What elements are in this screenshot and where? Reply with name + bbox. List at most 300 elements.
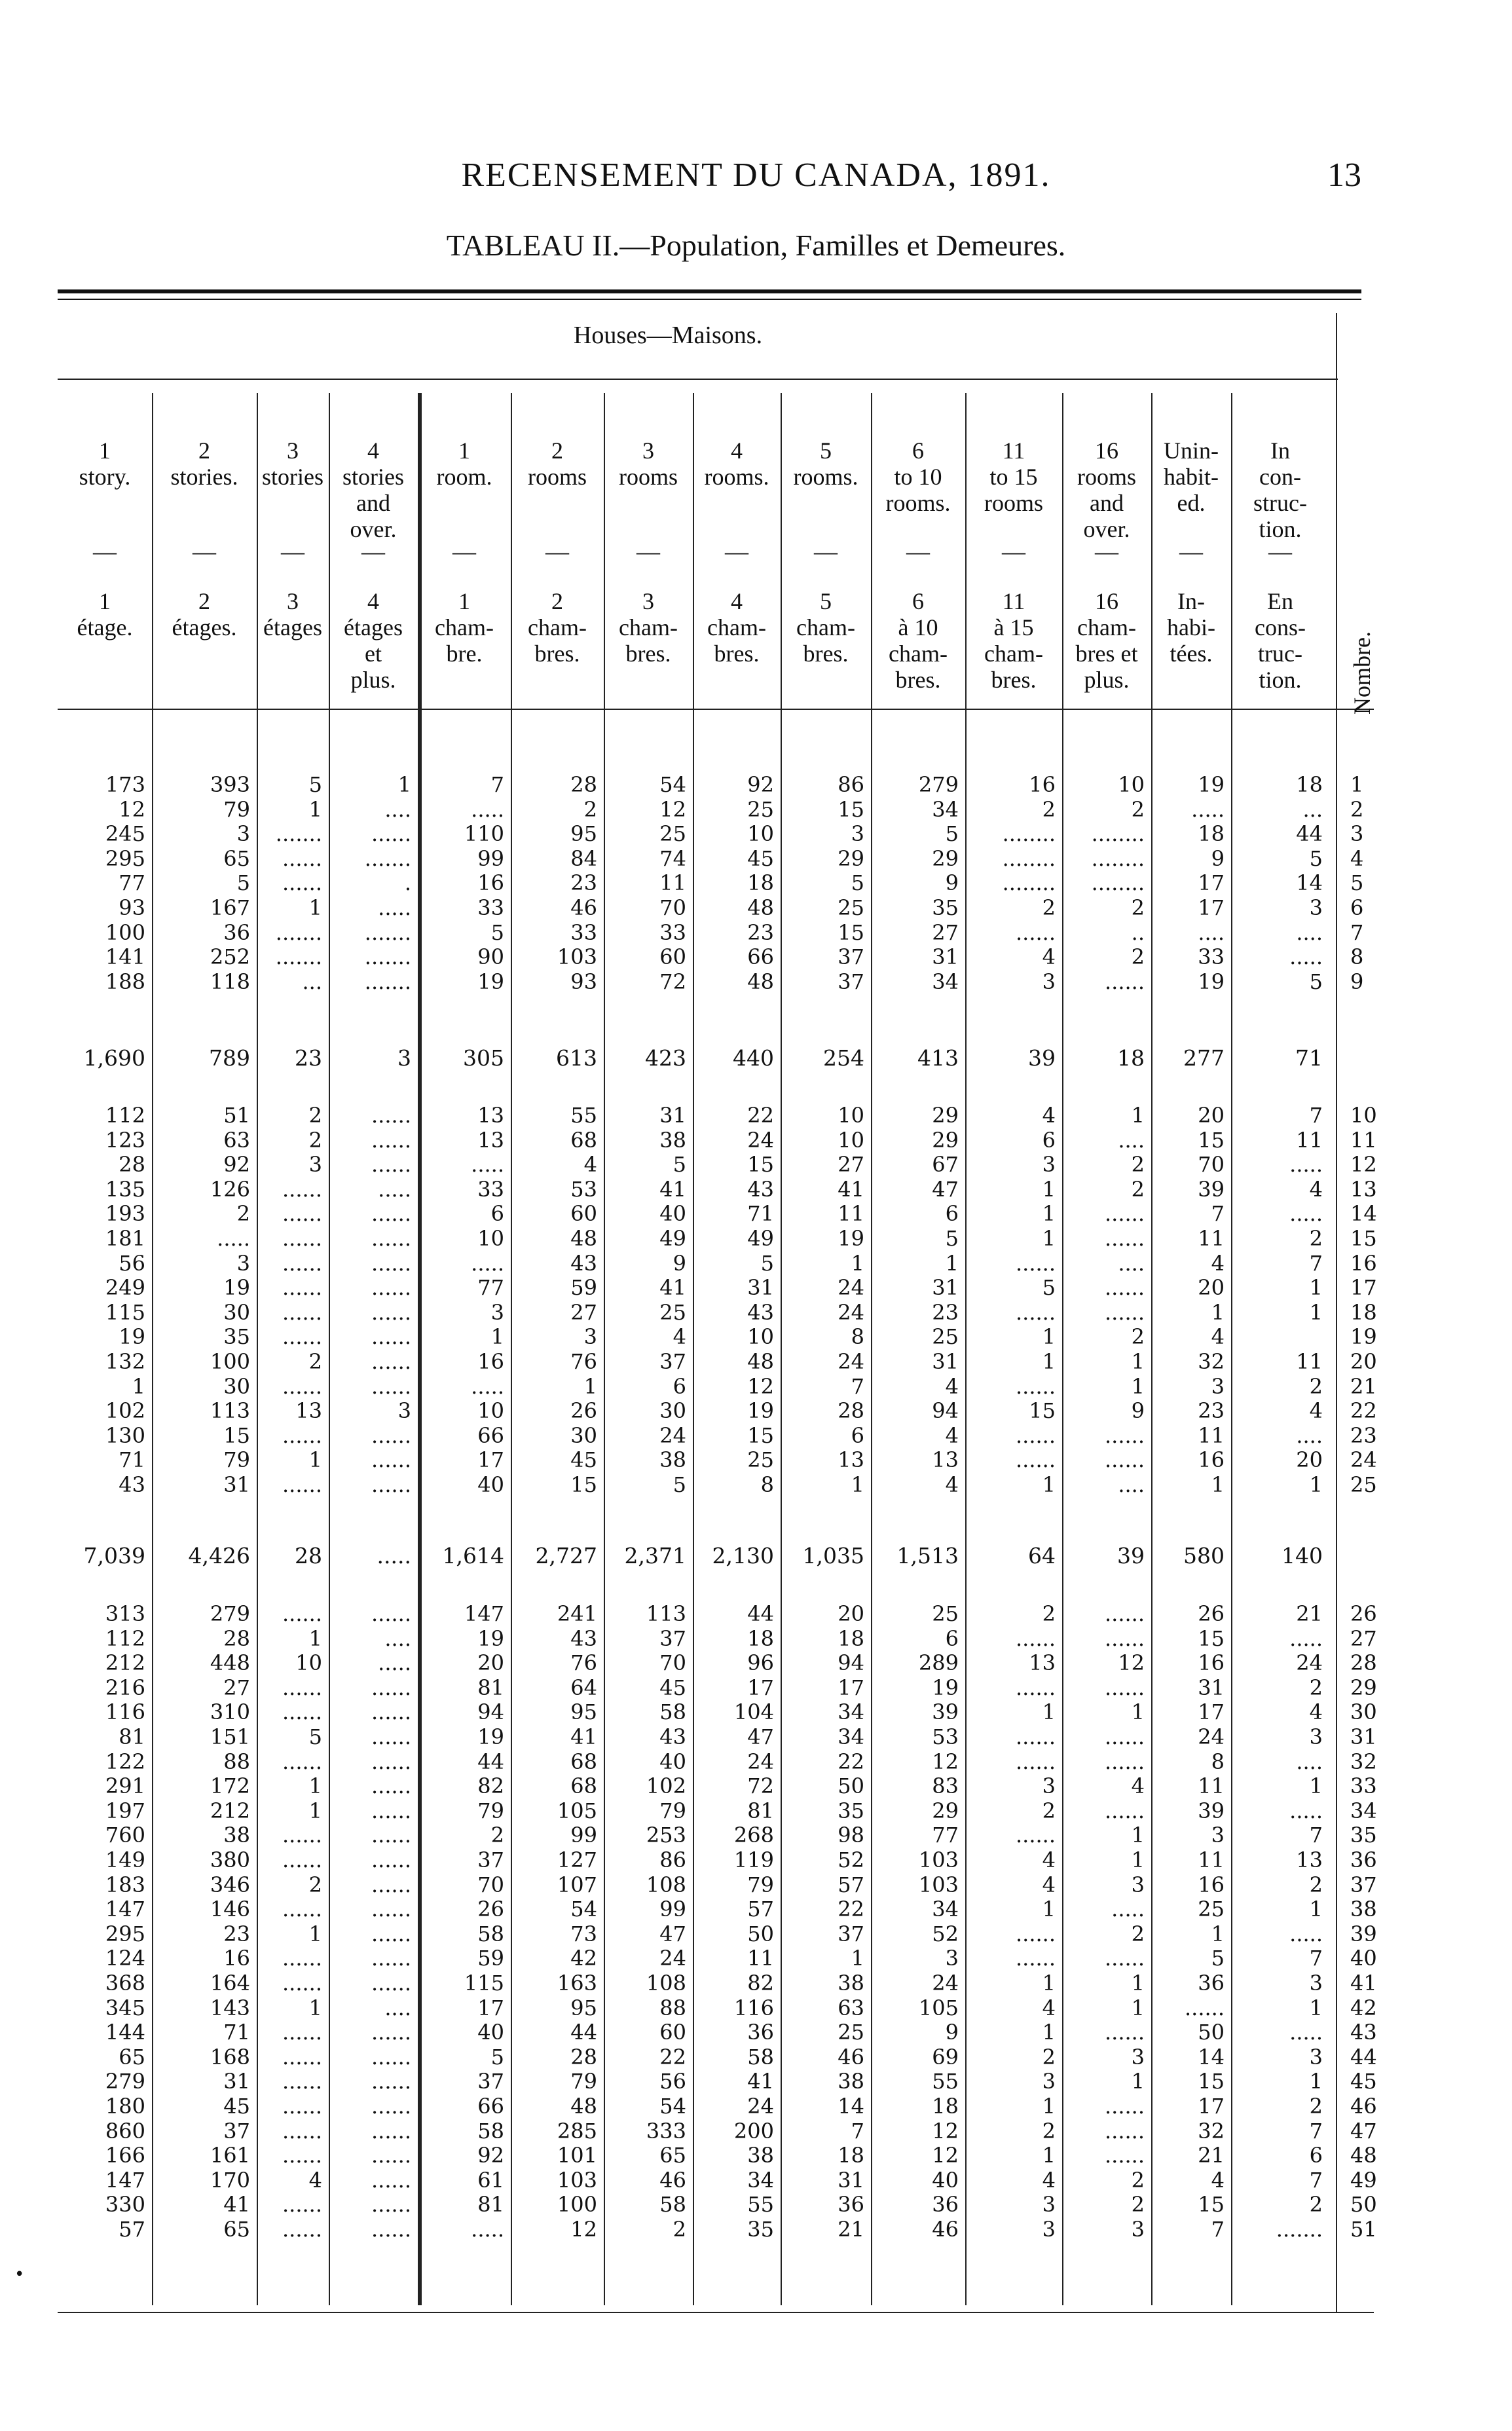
- table-cell: ......: [282, 870, 322, 896]
- row-number: 18: [1350, 1299, 1377, 1325]
- table-cell: ......: [282, 2044, 322, 2069]
- table-cell: 93: [119, 895, 145, 920]
- table-cell: 3: [236, 1250, 250, 1276]
- table-cell: 39: [932, 1699, 959, 1725]
- table-cell: 28: [838, 1398, 864, 1424]
- table-cell: ....: [1296, 1749, 1323, 1774]
- table-cell: 4: [1042, 2167, 1056, 2193]
- column-header-dash: —: [361, 538, 385, 565]
- table-cell: 30: [659, 1398, 686, 1424]
- table-cell: 27: [223, 1675, 250, 1700]
- table-cell: 3: [236, 821, 250, 847]
- table-cell: 2: [1131, 944, 1145, 970]
- table-cell: 37: [659, 1625, 686, 1651]
- table-cell: 20: [1198, 1275, 1225, 1301]
- table-cell: 1: [397, 772, 411, 797]
- table-cell: ........: [1091, 821, 1145, 847]
- table-cell: .....: [471, 1373, 504, 1399]
- table-cell: 116: [733, 1995, 774, 2020]
- table-cell: 21: [1296, 1601, 1323, 1626]
- table-cell: 25: [747, 1447, 774, 1473]
- table-cell: 43: [119, 1472, 145, 1497]
- table-cell: 108: [646, 1971, 686, 1995]
- table-cell: 2: [1309, 1675, 1323, 1700]
- table-cell: 122: [105, 1749, 145, 1774]
- table-cell: ......: [282, 1250, 322, 1276]
- table-cell: ......: [1104, 2143, 1145, 2168]
- table-cell: 60: [659, 944, 686, 970]
- table-cell: .....: [1289, 1798, 1323, 1823]
- table-cell: 61: [477, 2167, 504, 2193]
- table-cell: 123: [105, 1127, 145, 1153]
- table-cell: 3: [490, 1299, 504, 1325]
- table-cell: 5: [945, 821, 959, 847]
- row-number: 17: [1350, 1275, 1377, 1301]
- table-cell: 4: [1042, 1847, 1056, 1872]
- table-cell: 47: [932, 1176, 959, 1202]
- total-cell: 39: [1028, 1045, 1056, 1071]
- table-cell: ......: [1104, 1625, 1145, 1651]
- table-cell: .....: [471, 796, 504, 822]
- table-cell: ........: [1091, 845, 1145, 871]
- row-number: 29: [1350, 1675, 1377, 1700]
- table-cell: 268: [733, 1823, 774, 1848]
- table-cell: 8: [1211, 1749, 1225, 1774]
- table-cell: 7: [1211, 1201, 1225, 1227]
- table-cell: 110: [464, 821, 504, 847]
- table-cell: 38: [659, 1127, 686, 1153]
- table-cell: 5: [1042, 1275, 1056, 1301]
- row-number: 20: [1350, 1349, 1377, 1374]
- table-cell: 13: [1296, 1847, 1323, 1872]
- table-cell: 216: [105, 1675, 145, 1700]
- table-cell: 1: [1131, 1373, 1145, 1399]
- table-cell: 1: [1042, 1176, 1056, 1202]
- table-cell: 38: [747, 2143, 774, 2168]
- table-cell: 7: [490, 772, 504, 797]
- table-cell: 1: [490, 1324, 504, 1350]
- table-cell: 25: [659, 821, 686, 847]
- table-cell: ......: [1104, 1675, 1145, 1700]
- table-cell: 35: [838, 1798, 864, 1823]
- table-cell: 76: [570, 1349, 597, 1374]
- row-number: 31: [1350, 1724, 1377, 1749]
- table-cell: 147: [105, 1897, 145, 1922]
- table-cell: 31: [223, 2069, 250, 2094]
- total-cell: 140: [1282, 1543, 1323, 1568]
- table-cell: 72: [747, 1773, 774, 1799]
- table-cell: 3: [308, 1152, 322, 1178]
- table-cell: 6: [945, 1201, 959, 1227]
- table-cell: 380: [210, 1847, 250, 1872]
- table-cell: 1: [1309, 1299, 1323, 1325]
- total-cell: 1,035: [802, 1543, 864, 1568]
- row-number: 11: [1350, 1127, 1377, 1153]
- table-cell: ......: [371, 1601, 411, 1626]
- table-cell: .....: [1289, 1921, 1323, 1946]
- row-number: 42: [1350, 1995, 1377, 2020]
- table-cell: ......: [371, 2094, 411, 2119]
- table-cell: 86: [838, 772, 864, 797]
- table-cell: ......: [282, 1201, 322, 1227]
- table-cell: 40: [659, 1201, 686, 1227]
- table-cell: 4: [1309, 1699, 1323, 1725]
- table-cell: 279: [210, 1601, 250, 1626]
- table-cell: .......: [275, 944, 322, 970]
- table-cell: 42: [570, 1946, 597, 1971]
- column-header-en: 16 rooms and over.: [1077, 437, 1136, 542]
- table-cell: .......: [364, 845, 411, 871]
- table-cell: ......: [1015, 919, 1056, 945]
- row-number: 36: [1350, 1847, 1377, 1872]
- table-cell: 68: [570, 1127, 597, 1153]
- table-cell: 70: [1198, 1152, 1225, 1178]
- table-cell: ......: [1104, 2118, 1145, 2143]
- table-cell: 289: [918, 1650, 959, 1676]
- table-cell: 36: [838, 2192, 864, 2218]
- total-cell: 64: [1028, 1543, 1056, 1568]
- table-cell: 34: [932, 796, 959, 822]
- row-number: 1: [1350, 772, 1364, 797]
- table-cell: 100: [105, 919, 145, 945]
- table-cell: 16: [1029, 772, 1056, 797]
- table-cell: ......: [282, 1275, 322, 1301]
- table-cell: 17: [477, 1447, 504, 1473]
- table-cell: 13: [838, 1447, 864, 1473]
- table-cell: 58: [659, 2192, 686, 2218]
- table-cell: ......: [371, 2020, 411, 2045]
- table-cell: 253: [646, 1823, 686, 1848]
- table-cell: 55: [570, 1103, 597, 1128]
- table-cell: 107: [557, 1872, 597, 1897]
- row-number: 47: [1350, 2118, 1377, 2143]
- table-cell: ......: [371, 821, 411, 847]
- table-cell: 66: [477, 2094, 504, 2119]
- table-cell: 33: [659, 919, 686, 945]
- table-cell: 29: [932, 1798, 959, 1823]
- table-cell: 20: [1198, 1103, 1225, 1128]
- table-cell: ....: [384, 796, 411, 822]
- table-cell: 41: [838, 1176, 864, 1202]
- table-cell: .....: [378, 1650, 411, 1676]
- table-cell: 31: [1198, 1675, 1225, 1700]
- table-cell: 10: [477, 1226, 504, 1251]
- table-cell: ......: [371, 1971, 411, 1995]
- column-header-fr: 1 cham- bre.: [435, 588, 494, 667]
- table-cell: 46: [570, 895, 597, 920]
- table-cell: 5: [1309, 969, 1323, 994]
- table-cell: 4: [1309, 1398, 1323, 1424]
- table-cell: 2: [1042, 796, 1056, 822]
- table-cell: 43: [570, 1250, 597, 1276]
- table-cell: 1: [308, 1625, 322, 1651]
- table-cell: 135: [105, 1176, 145, 1202]
- table-cell: ......: [371, 1773, 411, 1799]
- table-cell: 5: [308, 772, 322, 797]
- table-cell: 45: [570, 1447, 597, 1473]
- table-cell: ......: [371, 1250, 411, 1276]
- table-cell: 36: [1198, 1971, 1225, 1995]
- table-cell: .....: [378, 1176, 411, 1202]
- column-header-en: 1 room.: [436, 437, 492, 490]
- table-cell: 1: [1042, 1897, 1056, 1922]
- table-cell: .......: [364, 919, 411, 945]
- table-cell: 25: [932, 1324, 959, 1350]
- table-cell: 1: [308, 1773, 322, 1799]
- table-cell: 9: [945, 2020, 959, 2045]
- table-cell: 3: [1211, 1823, 1225, 1848]
- table-cell: ......: [1015, 1447, 1056, 1473]
- table-cell: 68: [570, 1773, 597, 1799]
- table-cell: 241: [557, 1601, 597, 1626]
- table-cell: ......: [371, 2192, 411, 2218]
- table-cell: 2: [1131, 895, 1145, 920]
- table-cell: 1: [308, 1447, 322, 1473]
- table-cell: 88: [223, 1749, 250, 1774]
- table-cell: 5: [236, 870, 250, 896]
- table-cell: 77: [119, 870, 145, 896]
- table-cell: 33: [477, 1176, 504, 1202]
- table-cell: ......: [282, 1373, 322, 1399]
- table-cell: 37: [659, 1349, 686, 1374]
- table-cell: 44: [477, 1749, 504, 1774]
- table-cell: 104: [733, 1699, 774, 1725]
- table-cell: 3: [1042, 2069, 1056, 2094]
- table-cell: 63: [838, 1995, 864, 2020]
- column-header-dash: —: [1268, 538, 1292, 565]
- table-cell: 12: [1118, 1650, 1145, 1676]
- table-cell: 28: [119, 1152, 145, 1178]
- table-cell: 33: [570, 919, 597, 945]
- table-cell: 10: [747, 821, 774, 847]
- column-header-dash: —: [193, 538, 216, 565]
- table-cell: 3: [1042, 1152, 1056, 1178]
- column-divider: [604, 393, 605, 2305]
- row-number: 46: [1350, 2094, 1377, 2119]
- table-cell: 24: [1198, 1724, 1225, 1749]
- table-cell: 35: [747, 2217, 774, 2242]
- table-cell: 37: [223, 2118, 250, 2143]
- table-cell: 25: [932, 1601, 959, 1626]
- table-cell: 50: [838, 1773, 864, 1799]
- table-cell: 22: [747, 1103, 774, 1128]
- table-cell: ......: [371, 2118, 411, 2143]
- table-cell: 105: [918, 1995, 959, 2020]
- table-cell: 48: [570, 1226, 597, 1251]
- table-cell: 54: [659, 772, 686, 797]
- table-cell: 368: [105, 1971, 145, 1995]
- table-cell: ......: [1184, 1995, 1225, 2020]
- table-cell: 17: [1198, 895, 1225, 920]
- table-cell: 11: [747, 1946, 774, 1971]
- table-cell: 2: [1042, 895, 1056, 920]
- table-cell: 167: [210, 895, 250, 920]
- table-cell: 19: [747, 1398, 774, 1424]
- table-cell: 23: [1198, 1398, 1225, 1424]
- table-cell: 2: [1131, 2167, 1145, 2193]
- table-cell: 4: [1131, 1773, 1145, 1799]
- total-cell: 580: [1183, 1543, 1225, 1568]
- column-header-en: In con- struc- tion.: [1253, 437, 1307, 542]
- table-cell: 17: [1198, 870, 1225, 896]
- table-cell: 1: [308, 1921, 322, 1946]
- table-cell: ......: [1015, 1675, 1056, 1700]
- row-number: 12: [1350, 1152, 1377, 1178]
- table-cell: ......: [282, 845, 322, 871]
- table-cell: ......: [282, 2143, 322, 2168]
- table-cell: 6: [673, 1373, 686, 1399]
- column-header-fr: 6 à 10 cham- bres.: [889, 588, 948, 693]
- column-header-fr: En cons- truc- tion.: [1255, 588, 1306, 693]
- table-cell: 41: [747, 2069, 774, 2094]
- number-column-header: Nombre.: [1349, 631, 1375, 714]
- table-cell: 55: [932, 2069, 959, 2094]
- total-cell: 440: [733, 1045, 774, 1071]
- table-cell: 25: [659, 1299, 686, 1325]
- table-cell: ......: [371, 2143, 411, 2168]
- table-cell: 19: [838, 1226, 864, 1251]
- table-cell: 95: [570, 1699, 597, 1725]
- row-number: 27: [1350, 1625, 1377, 1651]
- table-cell: 47: [747, 1724, 774, 1749]
- table-cell: 1: [1131, 2069, 1145, 2094]
- table-cell: 10: [1118, 772, 1145, 797]
- row-number: 34: [1350, 1798, 1377, 1823]
- table-cell: ....: [1118, 1127, 1145, 1153]
- table-cell: 4: [945, 1472, 959, 1497]
- table-cell: 84: [570, 845, 597, 871]
- table-cell: 112: [105, 1625, 145, 1651]
- total-cell: 1,513: [896, 1543, 959, 1568]
- table-cell: 102: [646, 1773, 686, 1799]
- table-cell: 14: [838, 2094, 864, 2119]
- table-cell: 55: [747, 2192, 774, 2218]
- table-cell: 95: [570, 821, 597, 847]
- table-cell: 36: [223, 919, 250, 945]
- table-cell: 16: [1198, 1447, 1225, 1473]
- table-cell: 5: [308, 1724, 322, 1749]
- table-cell: 11: [1296, 1127, 1323, 1153]
- column-header-fr: 2 étages.: [172, 588, 237, 640]
- table-cell: 51: [223, 1103, 250, 1128]
- table-cell: ......: [1015, 1299, 1056, 1325]
- table-cell: ........: [1002, 821, 1056, 847]
- table-cell: 20: [838, 1601, 864, 1626]
- total-cell: 2,130: [712, 1543, 774, 1568]
- column-header-fr: 4 cham- bres.: [707, 588, 766, 667]
- table-cell: 11: [1198, 1422, 1225, 1448]
- table-cell: 25: [838, 2020, 864, 2045]
- table-cell: 44: [1296, 821, 1323, 847]
- total-cell: 4,426: [188, 1543, 250, 1568]
- row-number: 50: [1350, 2192, 1377, 2218]
- table-cell: 38: [838, 1971, 864, 1995]
- table-cell: 45: [747, 845, 774, 871]
- row-number: 30: [1350, 1699, 1377, 1725]
- table-cell: 79: [747, 1872, 774, 1897]
- table-cell: 3: [1309, 1971, 1323, 1995]
- column-header-fr: 2 cham- bres.: [528, 588, 587, 667]
- table-cell: 13: [477, 1103, 504, 1128]
- table-cell: 313: [105, 1601, 145, 1626]
- table-cell: 32: [1198, 2118, 1225, 2143]
- column-header-fr: 5 cham- bres.: [796, 588, 855, 667]
- table-cell: 71: [223, 2020, 250, 2045]
- table-cell: 2: [1309, 1872, 1323, 1897]
- table-cell: 12: [932, 1749, 959, 1774]
- table-cell: ......: [371, 1823, 411, 1848]
- table-cell: ......: [1104, 1201, 1145, 1227]
- table-cell: 2: [1309, 1226, 1323, 1251]
- table-cell: 3: [1131, 2044, 1145, 2069]
- table-cell: 7: [1309, 1250, 1323, 1276]
- table-cell: 151: [210, 1724, 250, 1749]
- table-cell: 41: [223, 2192, 250, 2218]
- table-cell: 24: [838, 1299, 864, 1325]
- row-number: 45: [1350, 2069, 1377, 2094]
- table-cell: 34: [838, 1724, 864, 1749]
- table-cell: 310: [210, 1699, 250, 1725]
- table-cell: 92: [477, 2143, 504, 2168]
- total-cell: 1,614: [442, 1543, 504, 1568]
- table-cell: ......: [371, 1447, 411, 1473]
- table-cell: 28: [570, 772, 597, 797]
- table-cell: 18: [932, 2094, 959, 2119]
- table-cell: 48: [747, 1349, 774, 1374]
- table-cell: ......: [1104, 1422, 1145, 1448]
- table-cell: 24: [747, 1127, 774, 1153]
- table-cell: 19: [1198, 772, 1225, 797]
- table-cell: 245: [105, 821, 145, 847]
- table-cell: 40: [659, 1749, 686, 1774]
- table-cell: 53: [570, 1176, 597, 1202]
- table-cell: 7: [1309, 2118, 1323, 2143]
- table-cell: 285: [557, 2118, 597, 2143]
- table-cell: 3: [583, 1324, 597, 1350]
- table-cell: 4: [945, 1373, 959, 1399]
- table-cell: 5: [673, 1152, 686, 1178]
- table-cell: 22: [838, 1749, 864, 1774]
- table-cell: 23: [747, 919, 774, 945]
- table-cell: 130: [105, 1422, 145, 1448]
- row-number: 3: [1350, 821, 1364, 847]
- table-cell: 79: [570, 2069, 597, 2094]
- houses-group-label: Houses—Maisons.: [573, 322, 763, 349]
- table-cell: ......: [282, 1176, 322, 1202]
- column-header-dash: —: [1002, 538, 1025, 565]
- table-cell: .....: [1289, 1152, 1323, 1178]
- column-header-en: 4 rooms.: [704, 437, 769, 490]
- table-cell: 147: [105, 2167, 145, 2193]
- table-cell: 31: [223, 1472, 250, 1497]
- table-cell: 2: [1131, 1324, 1145, 1350]
- table-cell: 37: [838, 1921, 864, 1946]
- table-cell: 6: [1042, 1127, 1056, 1153]
- table-cell: .: [404, 870, 411, 896]
- table-cell: 58: [477, 2118, 504, 2143]
- table-cell: 2: [308, 1872, 322, 1897]
- table-cell: 30: [570, 1422, 597, 1448]
- total-cell: 2,727: [535, 1543, 597, 1568]
- table-cell: 30: [223, 1299, 250, 1325]
- table-cell: ......: [282, 1847, 322, 1872]
- column-header-dash: —: [93, 538, 117, 565]
- table-cell: ......: [371, 1675, 411, 1700]
- table-cell: 65: [119, 2044, 145, 2069]
- table-cell: 25: [747, 796, 774, 822]
- table-cell: 5: [673, 1472, 686, 1497]
- table-cell: 79: [223, 796, 250, 822]
